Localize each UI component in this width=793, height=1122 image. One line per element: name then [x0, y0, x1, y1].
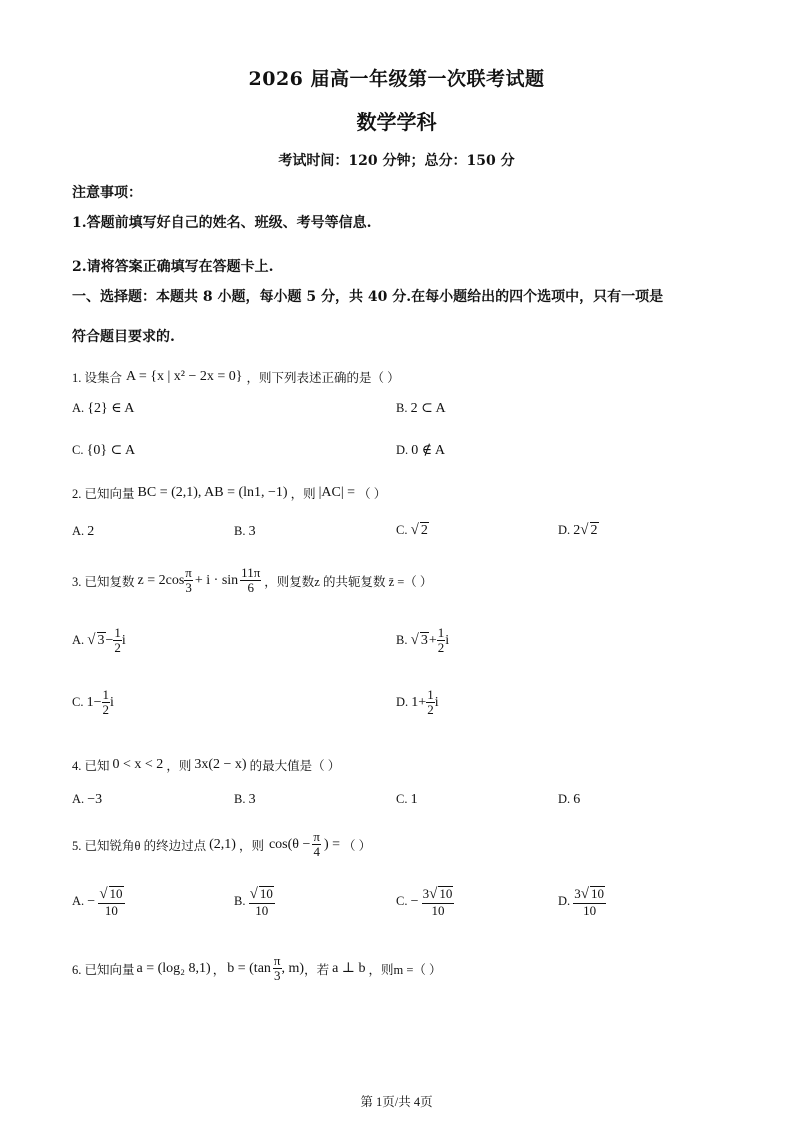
question-2-suffix: （ ）	[358, 487, 387, 501]
question-3-expr-a: z = 2cos	[137, 572, 185, 588]
question-6-vector-b-a: b = (tan	[227, 960, 271, 976]
question-4-range: 0 < x < 2	[112, 757, 164, 772]
coefficient: 3	[574, 886, 581, 901]
option-value: 1	[86, 694, 94, 710]
fraction-numerator: 10	[591, 886, 605, 901]
fraction-denominator: 10	[431, 902, 445, 918]
fraction	[98, 886, 124, 918]
option-label: D.	[558, 523, 571, 537]
q1-option-c	[72, 442, 135, 459]
option-value: 3	[248, 524, 256, 539]
question-1-prefix: 1. 设集合	[72, 371, 123, 385]
fraction-denominator: 10	[583, 902, 597, 918]
q1-option-a	[72, 400, 134, 417]
imaginary-unit: i	[445, 632, 450, 648]
fraction-numerator: π	[185, 565, 192, 580]
fraction	[312, 830, 321, 860]
fraction-denominator: 3	[185, 580, 192, 596]
option-label: C.	[72, 695, 84, 710]
q1-option-b	[396, 400, 446, 417]
fraction-numerator: 1	[427, 687, 434, 702]
option-label: A.	[72, 633, 85, 648]
fraction-numerator: 11π	[241, 565, 261, 580]
option-label: D.	[396, 443, 409, 457]
fraction-denominator: 10	[255, 902, 269, 918]
q2-option-d	[558, 522, 599, 539]
sqrt-icon: √	[87, 632, 96, 649]
question-2-vectors: BC = (2,1), AB = (ln1, −1)	[137, 485, 288, 500]
option-label: A.	[72, 792, 85, 806]
fraction-denominator: 2	[437, 640, 445, 656]
sqrt-icon: √	[249, 886, 258, 902]
imaginary-unit: i	[121, 632, 126, 648]
fraction-denominator: 6	[247, 580, 254, 596]
question-5-mid: ，则	[238, 838, 264, 853]
option-label: D.	[396, 695, 409, 710]
fraction-numerator: 10	[109, 886, 123, 901]
fraction	[422, 886, 455, 918]
question-5-prefix: 5. 已知锐角θ 的终边过点	[72, 838, 207, 853]
sqrt-icon: √	[429, 886, 438, 902]
question-4-mid: ，则	[166, 759, 192, 773]
q1-option-d	[396, 442, 445, 459]
fraction-denominator: 10	[104, 902, 118, 918]
question-4-suffix: 的最大值是（ ）	[249, 759, 341, 773]
fraction-numerator: 10	[439, 886, 453, 901]
q4-option-a	[72, 792, 102, 808]
question-3-expr-b: + i · sin	[194, 572, 239, 588]
question-3	[72, 566, 432, 596]
question-2	[72, 484, 386, 502]
imaginary-unit: i	[110, 694, 114, 710]
q3-option-a	[72, 626, 126, 656]
option-label: B.	[234, 792, 246, 806]
fraction-denominator: 2	[114, 640, 121, 656]
question-2-magnitude: |AC| =	[318, 485, 356, 500]
option-value: 6	[573, 792, 581, 807]
option-value: 1	[410, 792, 418, 807]
sqrt-icon: √	[410, 522, 419, 538]
fraction-numerator: 10	[259, 886, 273, 901]
option-value: 3	[248, 792, 256, 807]
option-label: A.	[72, 894, 85, 909]
sqrt-icon: √	[580, 522, 589, 538]
fraction	[184, 566, 193, 596]
option-label: C.	[72, 443, 84, 457]
question-6-vector-b-b: , m)	[281, 960, 305, 976]
fraction-denominator: 2	[102, 702, 109, 718]
option-label: D.	[558, 894, 571, 909]
q3-option-d	[396, 688, 439, 718]
fraction-numerator: 1	[437, 625, 445, 640]
option-value: 2 ⊂ A	[410, 401, 446, 416]
question-1	[72, 368, 400, 386]
operator: −	[93, 694, 102, 710]
fraction-denominator: 3	[273, 968, 281, 984]
section-1-instructions-cont: 符合题目要求的.	[72, 329, 175, 345]
notes-item-2: 2.请将答案正确填写在答题卡上.	[72, 259, 274, 275]
option-label: B.	[396, 401, 408, 415]
question-5-expr-b: ) =	[323, 836, 341, 852]
question-6-mid: ，若	[304, 962, 330, 977]
question-4-prefix: 4. 已知	[72, 759, 110, 773]
q4-option-b	[234, 792, 256, 808]
q5-option-a	[72, 886, 125, 918]
imaginary-unit: i	[434, 694, 439, 710]
question-5-suffix: （ ）	[343, 838, 372, 853]
q5-option-d	[558, 886, 606, 918]
fraction-denominator: 4	[313, 844, 320, 860]
fraction	[240, 566, 261, 596]
option-value: {2} ∈ A	[87, 401, 135, 416]
option-coef: 2	[573, 523, 581, 538]
question-4	[72, 756, 340, 774]
q4-option-c	[396, 792, 418, 808]
q5-option-b	[234, 886, 275, 918]
fraction	[573, 886, 606, 918]
q5-option-c	[396, 886, 454, 918]
question-1-suffix: ，则下列表述正确的是（ ）	[246, 371, 400, 385]
q2-option-b	[234, 524, 256, 540]
q3-option-b	[396, 626, 449, 656]
option-label: A.	[72, 524, 85, 538]
fraction-numerator: π	[273, 953, 281, 968]
root-value: 3	[420, 633, 428, 649]
sqrt-icon: √	[410, 632, 419, 649]
question-6-suffix: ，则m =（ ）	[368, 962, 442, 977]
option-label: C.	[396, 523, 408, 537]
notes-item-1: 1.答题前填写好自己的姓名、班级、考号等信息.	[72, 215, 372, 231]
notes-heading: 注意事项：	[72, 185, 142, 201]
question-2-prefix: 2. 已知向量	[72, 487, 135, 501]
question-5-point: (2,1)	[209, 836, 236, 852]
coefficient: 3	[422, 886, 430, 901]
subject-title: 数学学科	[356, 110, 437, 134]
operator: +	[418, 694, 427, 710]
fraction	[113, 626, 122, 656]
question-6-prefix: 6. 已知向量	[72, 962, 135, 977]
question-3-prefix: 3. 已知复数	[72, 574, 135, 589]
option-label: B.	[234, 894, 246, 909]
option-value: 2	[87, 524, 95, 539]
q3-option-c	[72, 688, 114, 718]
question-6-condition: a ⊥ b	[332, 961, 366, 977]
fraction-numerator: 1	[114, 625, 121, 640]
question-5-expr-a: cos(θ −	[268, 836, 311, 852]
fraction-denominator: 2	[427, 702, 434, 718]
sign: −	[87, 893, 96, 909]
exam-info: 考试时间：120 分钟；总分：150 分	[278, 153, 515, 169]
question-5	[72, 830, 371, 860]
option-label: B.	[234, 524, 246, 538]
q2-option-c	[396, 522, 429, 539]
sqrt-icon: √	[580, 886, 590, 902]
fraction	[273, 954, 282, 984]
option-value: 2	[590, 523, 598, 538]
q2-option-a	[72, 524, 94, 540]
option-label: C.	[396, 894, 408, 909]
option-value: {0} ⊂ A	[86, 443, 136, 458]
question-6	[72, 954, 442, 984]
option-label: A.	[72, 401, 85, 415]
option-label: D.	[558, 792, 571, 806]
option-label: B.	[396, 633, 408, 648]
operator: −	[105, 632, 114, 648]
section-1-instructions: 一、选择题：本题共 8 小题，每小题 5 分，共 40 分.在每小题给出的四个选项中，只有一项是	[72, 289, 664, 305]
question-6-vector-a: a = (log₂ 8,1)	[136, 960, 211, 976]
question-2-mid: ，则	[290, 487, 316, 501]
option-label: C.	[396, 792, 408, 806]
question-6-sep: ，	[212, 962, 226, 977]
fraction	[426, 688, 435, 718]
option-value: 2	[420, 523, 428, 538]
exam-title: 2026 届高一年级第一次联考试题	[248, 68, 545, 90]
sqrt-icon: √	[99, 886, 108, 902]
question-4-expr: 3x(2 − x)	[194, 757, 247, 772]
root-value: 3	[97, 633, 105, 649]
fraction-numerator: π	[313, 829, 320, 844]
option-value: 0 ∉ A	[411, 443, 445, 458]
fraction-numerator: 1	[102, 687, 109, 702]
option-value: −3	[87, 792, 103, 807]
fraction	[102, 688, 111, 718]
question-3-suffix: ，则复数z 的共轭复数 z̄ =（ ）	[264, 574, 433, 589]
fraction	[437, 626, 446, 656]
option-value: 1	[411, 694, 419, 710]
q4-option-d	[558, 792, 580, 808]
operator: +	[428, 632, 437, 648]
question-1-set: A = {x | x² − 2x = 0}	[126, 369, 243, 384]
page-number: 第 1页/共 4页	[360, 1095, 433, 1109]
sign: −	[410, 893, 419, 909]
fraction	[249, 886, 275, 918]
